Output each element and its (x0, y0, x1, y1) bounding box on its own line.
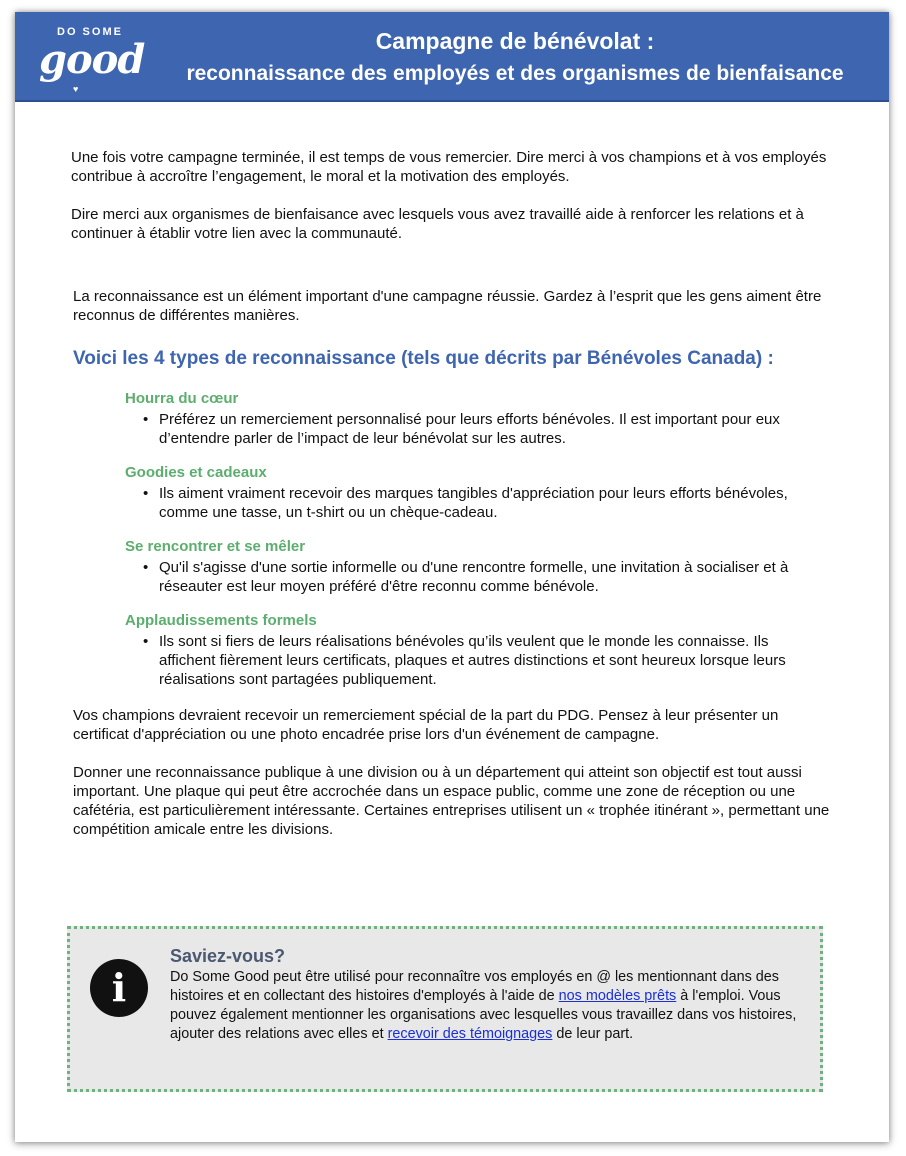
recognition-types-heading: Voici les 4 types de reconnaissance (tels que décrits par Bénévoles Canada) : (73, 348, 774, 369)
intro-paragraph-3: La reconnaissance est un élément important d'une campagne réussie. Gardez à l’esprit que les gens aiment être reconnus de différentes manières. (73, 288, 822, 324)
callout-title: Saviez-vous? (170, 946, 286, 966)
callout-body (170, 968, 800, 1044)
callout-text-b: à l'emploi. Vous pouvez également mentionner les organisations avec lesquelles vous travaillez dans vos histoires, ajouter des relations avec elles et (170, 988, 797, 1042)
type-bullet-3 (143, 558, 823, 598)
type-bullet-2 (143, 484, 823, 524)
type-heading-1: Hourra du cœur (125, 390, 239, 407)
logo-script-text: good (39, 36, 145, 83)
bullet-icon: • (143, 485, 149, 502)
bullet-text: Ils aiment vraiment recevoir des marques tangibles d'appréciation pour leurs efforts bénévoles, comme une tasse, un t-shirt ou un chèque-cadeau. (159, 485, 788, 521)
templates-link[interactable]: nos modèles prêts (558, 988, 677, 1004)
callout-text-a: Do Some Good peut être utilisé pour reconnaître vos employés en @ les mentionnant dans des histoires et en collectant des histoires d'employés à l'aide de (170, 969, 779, 1004)
type-bullet-1 (143, 410, 823, 450)
intro-paragraph-2: Dire merci aux organismes de bienfaisance avec lesquels vous avez travaillé aide à renforcer les relations et à continuer à établir votre lien avec la communauté. (71, 206, 804, 242)
type-heading-2: Goodies et cadeaux (125, 464, 267, 481)
type-heading-3: Se rencontrer et se mêler (125, 538, 306, 555)
document-page (15, 12, 889, 1142)
bullet-text: Préférez un remerciement personnalisé pour leurs efforts bénévoles. Il est important pour eux d’entendre parler de l’impact de leur bénévolat sur les autres. (159, 411, 780, 447)
bullet-icon: • (143, 411, 149, 428)
bullet-icon: • (143, 559, 149, 576)
info-icon: i (90, 959, 148, 1017)
bullet-icon: • (143, 633, 149, 650)
bullet-text: Ils sont si fiers de leurs réalisations bénévoles qu’ils veulent que le monde les connaisse. Ils affichent fièrement leurs certificats, plaques et autres distinctions et sont heureux lorsque leurs réalisations sont partagées publiquement. (159, 633, 786, 688)
type-heading-4: Applaudissements formels (125, 612, 317, 629)
bullet-text: Qu'il s'agisse d'une sortie informelle ou d'une rencontre formelle, une invitation à socialiser et à réseauter est leur moyen préféré d'être reconnu comme bénévole. (159, 559, 789, 595)
type-bullet-4 (143, 632, 823, 692)
testimonials-link[interactable]: recevoir des témoignages (387, 1026, 553, 1042)
heart-icon: ♥ (73, 84, 79, 94)
logo-top-text: DO SOME (57, 26, 123, 38)
page-title-line1: Campagne de bénévolat : (375, 28, 655, 54)
did-you-know-callout (67, 926, 823, 1092)
callout-text-c: de leur part. (552, 1026, 634, 1042)
intro-paragraph-1: Une fois votre campagne terminée, il est temps de vous remercier. Dire merci à vos champions et à vos employés contribue à accroître l’engagement, le moral et la motivation des employés. (71, 149, 827, 185)
closing-paragraph-2: Donner une reconnaissance publique à une division ou à un département qui atteint son objectif est tout aussi important. Une plaque qui peut être accrochée dans un espace public, comme une zone de réception ou une cafétéria, est particulièrement intéressante. Certaines entreprises utilisent un « trophée itinérant », permettant une compétition amicale entre les divisions. (73, 764, 830, 838)
do-some-good-logo (33, 22, 143, 94)
page-title-line2: reconnaissance des employés et des organismes de bienfaisance (186, 62, 844, 85)
closing-paragraph-1: Vos champions devraient recevoir un remerciement spécial de la part du PDG. Pensez à leur présenter un certificat d'appréciation ou une photo encadrée prise lors d'un événement de campagne. (73, 707, 779, 743)
page-header (15, 12, 889, 102)
